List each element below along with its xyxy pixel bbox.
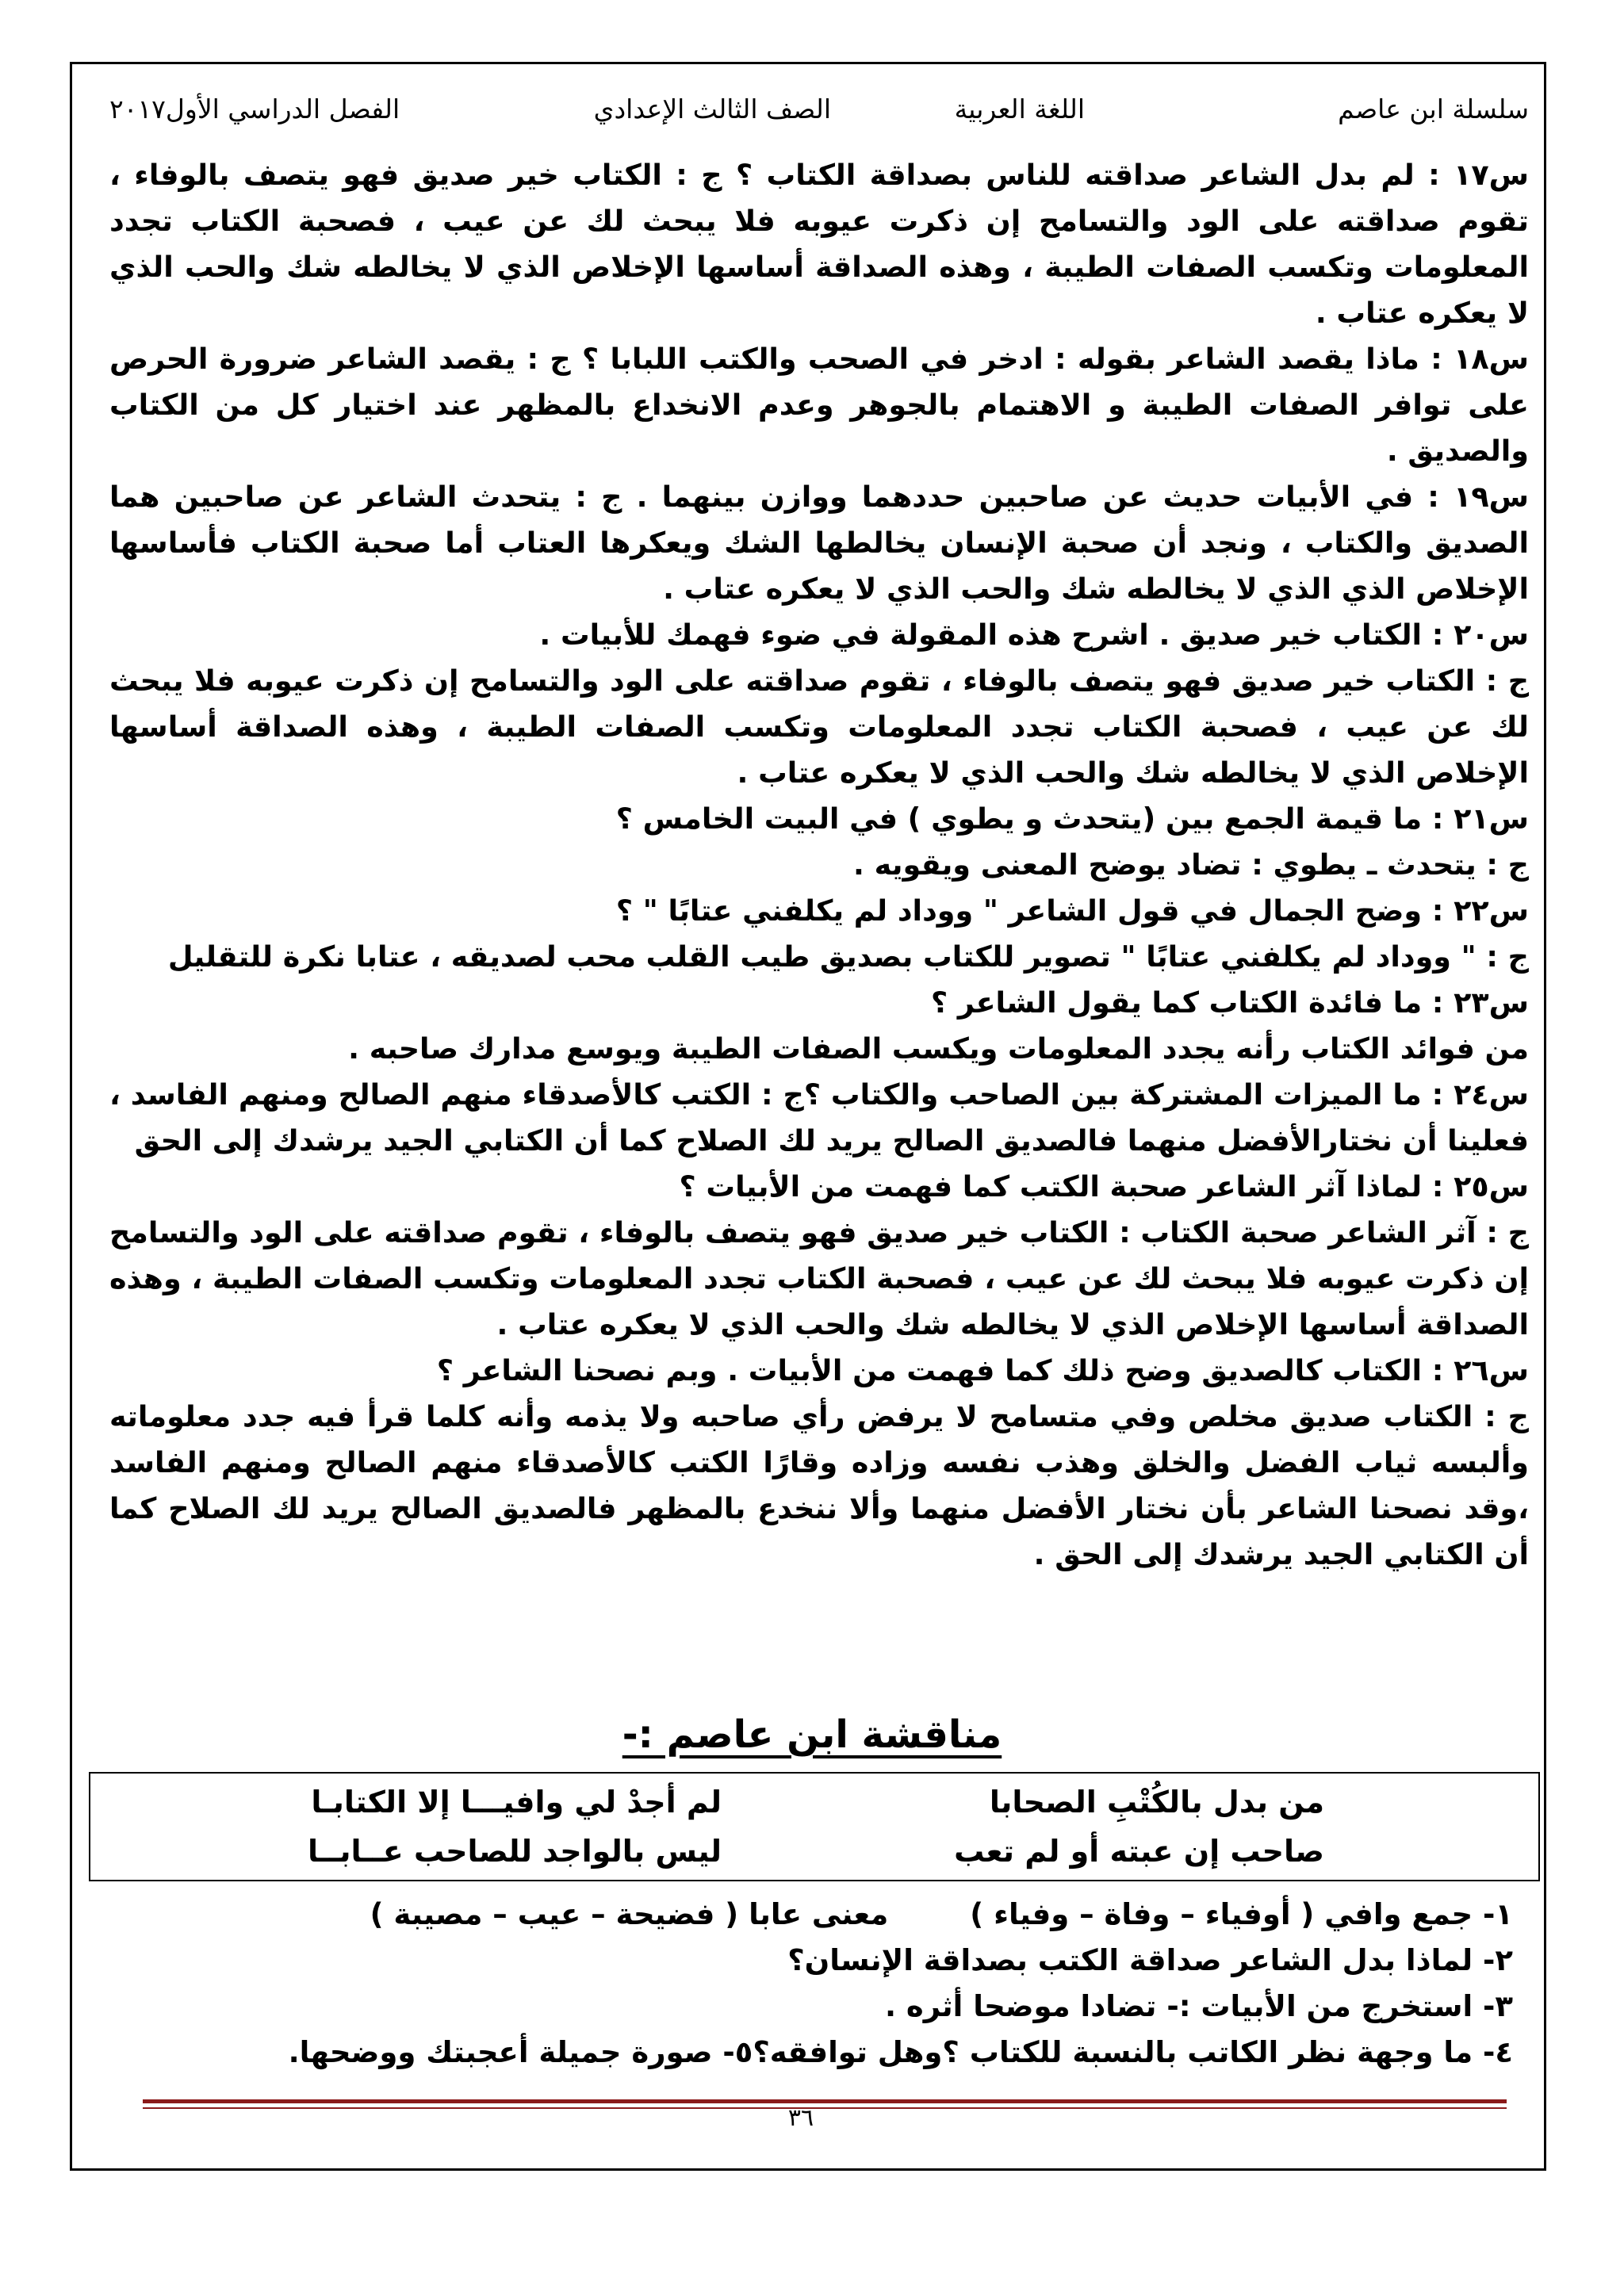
qa-block <box>109 336 1529 474</box>
grade-name: الصف الثالث الإعدادي <box>593 94 831 124</box>
question-text: س١٧ : لم بدل الشاعر صداقته للناس بصداقة الكتاب ؟ <box>735 158 1529 192</box>
qa-block <box>109 152 1529 336</box>
verse-1-first-half: من بدل بالكُتْبِ الصحابا <box>989 1785 1324 1820</box>
qa-block <box>109 980 1529 1072</box>
answer-text: ج : يقصد الشاعر ضرورة الحرص على توافر الصفات الطيبة و الاهتمام بالجوهر وعدم الانخداع بالمظهر عند اختيار كل من الكتاب والصديق . <box>109 342 1529 468</box>
qa-block <box>109 474 1529 612</box>
answer-text: ج : يتحدث ـ يطوي : تضاد يوضح المعنى ويقويه . <box>853 848 1529 882</box>
exercise-item: ١- جمع وافي ( أوفياء – وفاة – وفياء ) معنى عابا ( فضيحة – عيب – مصيبة ) <box>370 1897 1513 1931</box>
verse-2-second-half: ليس بالواجد للصاحب عــابــا <box>308 1834 722 1869</box>
footer-rule-thick <box>143 2099 1507 2103</box>
question-text: س٢٥ : لماذا آثر الشاعر صحبة الكتب كما فهمت من الأبيات ؟ <box>679 1169 1529 1203</box>
answer-text: ج : الكتاب خير صديق فهو يتصف بالوفاء ، تقوم صداقته على الود والتسامح إن ذكرت عيوبه فلا يبحث لك عن عيب ، فصحبة الكتاب تجدد المعلومات وتكسب الصفات الطيبة ، وهذه الصداقة أساسها الإخلاص الذي لا يخالطه شك والحب الذي لا يعكره عتاب . <box>109 664 1529 790</box>
qa-block <box>109 612 1529 796</box>
question-text: س٢٠ : الكتاب خير صديق . اشرح هذه المقولة في ضوء فهمك للأبيات . <box>539 618 1529 652</box>
qa-block <box>109 1164 1529 1348</box>
qa-content <box>109 152 1529 1578</box>
discussion-title <box>0 1712 1624 1757</box>
term-name: الفصل الدراسي الأول٢٠١٧ <box>109 94 400 124</box>
discussion-title-text: مناقشة ابن عاصم :- <box>622 1712 1002 1757</box>
answer-text: ج : " ووداد لم يكلفني عتابًا " تصوير للكتاب بصديق طيب القلب محب لصديقه ، عتابا نكرة للتقليل <box>167 939 1529 974</box>
answer-text: ج : يتحدث الشاعر عن صاحبين هما الصديق والكتاب ، ونجد أن صحبة الإنسان يخالطها الشك ويعكرها العتاب أما صحبة الكتاب فأساسها الإخلاص الذي الذي لا يخالطه شك والحب الذي لا يعكره عتاب . <box>109 480 1529 606</box>
question-text: س٢٢ : وضح الجمال في قول الشاعر " ووداد لم يكلفني عتابًا " ؟ <box>615 894 1529 928</box>
answer-text: ج : الكتاب خير صديق فهو يتصف بالوفاء ، تقوم صداقته على الود والتسامح إن ذكرت عيوبه فلا يبحث لك عن عيب ، فصحبة الكتاب تجدد المعلومات وتكسب الصفات الطيبة ، وهذه الصداقة أساسها الإخلاص الذي لا يخالطه شك والحب الذي لا يعكره عتاب . <box>109 158 1529 330</box>
question-text: س٢١ : ما قيمة الجمع بين (يتحدث و يطوي ) في البيت الخامس ؟ <box>615 802 1529 836</box>
exercise-item: ٣- استخرج من الأبيات :- تضادا موضحا أثره . <box>884 1989 1513 2023</box>
answer-text: من فوائد الكتاب رأنه يجدد المعلومات ويكسب الصفات الطيبة ويوسع مدارك صاحبه . <box>348 1031 1529 1066</box>
page-header <box>109 87 1529 135</box>
footer-rule-thin <box>143 2107 1507 2109</box>
question-text: س١٩ : في الأبيات حديث عن صاحبين حددهما ووازن بينهما . <box>636 480 1529 514</box>
series-name: سلسلة ابن عاصم <box>1338 94 1529 124</box>
answer-text: ج : الكتاب صديق مخلص وفي متسامح لا يرفض رأي صاحبه ولا يذمه وأنه كلما قرأ فيه جدد معلوماته وألبسه ثياب الفضل والخلق وهذب نفسه وزاده وقارًا الكتب كالأصدقاء منهم الصالح ومنهم الفاسد ،وقد نصحنا الشاعر بأن نختار الأفضل منهما وألا ننخدع بالمظهر فالصديق الصالح يريد لك الصلاح كما أن الكتابي الجيد يرشدك إلى الحق . <box>109 1399 1529 1571</box>
exercise-list <box>109 1892 1529 2076</box>
qa-block <box>109 888 1529 980</box>
poem-box <box>89 1772 1540 1881</box>
answer-text: ج : الكتب كالأصدقاء منهم الصالح ومنهم الفاسد ، فعلينا أن نختارالأفضل منهما فالصديق الصالح يريد لك الصلاح كما أن الكتابي الجيد يرشدك إلى الحق <box>109 1077 1529 1158</box>
verse-2-first-half: صاحب إن عبته أو لم تعب <box>954 1834 1324 1869</box>
qa-block <box>109 1072 1529 1164</box>
answer-text: ج : آثر الشاعر صحبة الكتاب : الكتاب خير صديق فهو يتصف بالوفاء ، تقوم صداقته على الود والتسامح إن ذكرت عيوبه فلا يبحث لك عن عيب ، فصحبة الكتاب تجدد المعلومات وتكسب الصفات الطيبة ، وهذه الصداقة أساسها الإخلاص الذي لا يخالطه شك والحب الذي لا يعكره عتاب . <box>109 1215 1529 1341</box>
qa-block <box>109 1348 1529 1578</box>
question-text: س١٨ : ماذا يقصد الشاعر بقوله : ادخر في الصحب والكتب اللبابا ؟ <box>582 342 1529 376</box>
exercise-item: ٤- ما وجهة نظر الكاتب بالنسبة للكتاب ؟وهل توافقه؟٥- صورة جميلة أعجبتك ووضحها. <box>288 2035 1513 2069</box>
verse-1-second-half: لم أجدْ لي وافيـــا إلا الكتابـا <box>311 1785 722 1820</box>
page-number: ٣٦ <box>787 2104 814 2132</box>
question-text: س٢٣ : ما فائدة الكتاب كما يقول الشاعر ؟ <box>931 985 1529 1020</box>
subject-name: اللغة العربية <box>954 94 1085 124</box>
question-text: س٢٦ : الكتاب كالصديق وضح ذلك كما فهمت من الأبيات . وبم نصحنا الشاعر ؟ <box>436 1353 1529 1387</box>
question-text: س٢٤ : ما الميزات المشتركة بين الصاحب والكتاب ؟ <box>803 1077 1529 1112</box>
qa-block <box>109 796 1529 888</box>
exercise-item: ٢- لماذا بدل الشاعر صداقة الكتب بصداقة الإنسان؟ <box>787 1943 1513 1977</box>
